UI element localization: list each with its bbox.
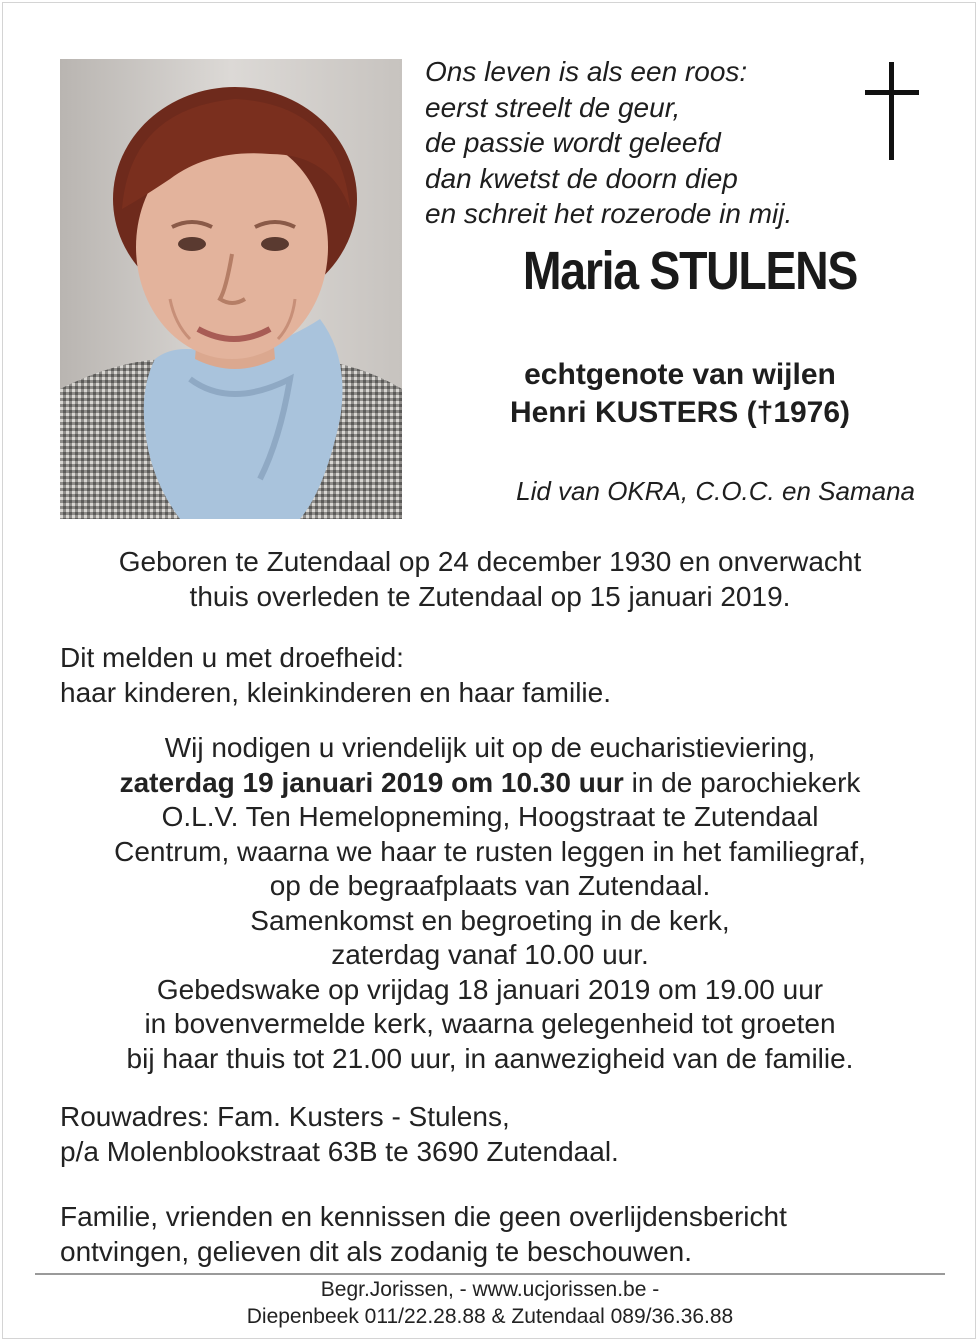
spouse-line: Henri KUSTERS (†1976) [509,396,851,429]
text-line: bij haar thuis tot 21.00 uur, in aanwezigheid van de familie. [126,1042,854,1074]
poem-line: Ons leven is als een roos: [425,56,748,87]
text-fragment: in de parochiekerk [623,766,861,798]
portrait-photo [60,59,402,519]
spouse-line: echtgenote van wijlen [524,358,836,391]
spouse-info [425,356,935,432]
ceremony-datetime: zaterdag 19 januari 2019 om 10.30 uur [119,766,624,798]
footer-line: Diepenbeek 011/22.28.88 & Zutendaal 089/36.36.88 [246,1305,734,1328]
text-line: Centrum, waarna we haar te rusten leggen in het familiegraf, [114,835,866,867]
undertaker-footer [40,1276,940,1330]
poem [425,54,845,232]
birth-death-paragraph [40,545,940,614]
latin-cross-icon [862,62,922,160]
closing-paragraph [60,1200,940,1269]
poem-line: eerst streelt de geur, [425,91,681,123]
poem-line: de passie wordt geleefd [425,127,721,158]
text-line: thuis overleden te Zutendaal op 15 januari 2019. [189,580,791,612]
deceased-name: Maria STULENS [522,241,858,301]
text-line: in bovenvermelde kerk, waarna gelegenheid tot groeten [144,1008,836,1039]
text-line [40,766,940,801]
poem-line: en schreit het rozerode in mij. [425,198,793,229]
text-line: op de begraafplaats van Zutendaal. [269,870,711,901]
poem-line: dan kwetst de doorn diep [425,162,738,194]
mourning-address [60,1100,940,1169]
text-line: O.L.V. Ten Hemelopneming, Hoogstraat te Zutendaal [161,801,819,832]
text-line: ontvingen, gelieven dit als zodanig te beschouwen. [60,1235,692,1267]
text-line: zaterdag vanaf 10.00 uur. [331,939,649,970]
announcement-paragraph [60,641,940,710]
text-line: Dit melden u met droefheid: [60,642,404,673]
ceremony-paragraph [40,731,940,1076]
text-line: haar kinderen, kleinkinderen en haar familie. [60,676,611,708]
text-line: Familie, vrienden en kennissen die geen overlijdensbericht [60,1201,787,1232]
text-line: Geboren te Zutendaal op 24 december 1930 en onverwacht [118,546,862,577]
text-line: p/a Molenblookstraat 63B te 3690 Zutendaal. [60,1135,619,1167]
footer-divider [35,1273,945,1275]
text-line: Rouwadres: Fam. Kusters - Stulens, [60,1101,510,1132]
text-line: Samenkomst en begroeting in de kerk, [250,904,730,936]
text-line: Wij nodigen u vriendelijk uit op de eucharistieviering, [164,732,816,763]
membership: Lid van OKRA, C.O.C. en Samana [516,476,915,506]
footer-line: Begr.Jorissen, - www.ucjorissen.be - [320,1278,660,1301]
text-line: Gebedswake op vrijdag 18 januari 2019 om 19.00 uur [156,973,824,1005]
